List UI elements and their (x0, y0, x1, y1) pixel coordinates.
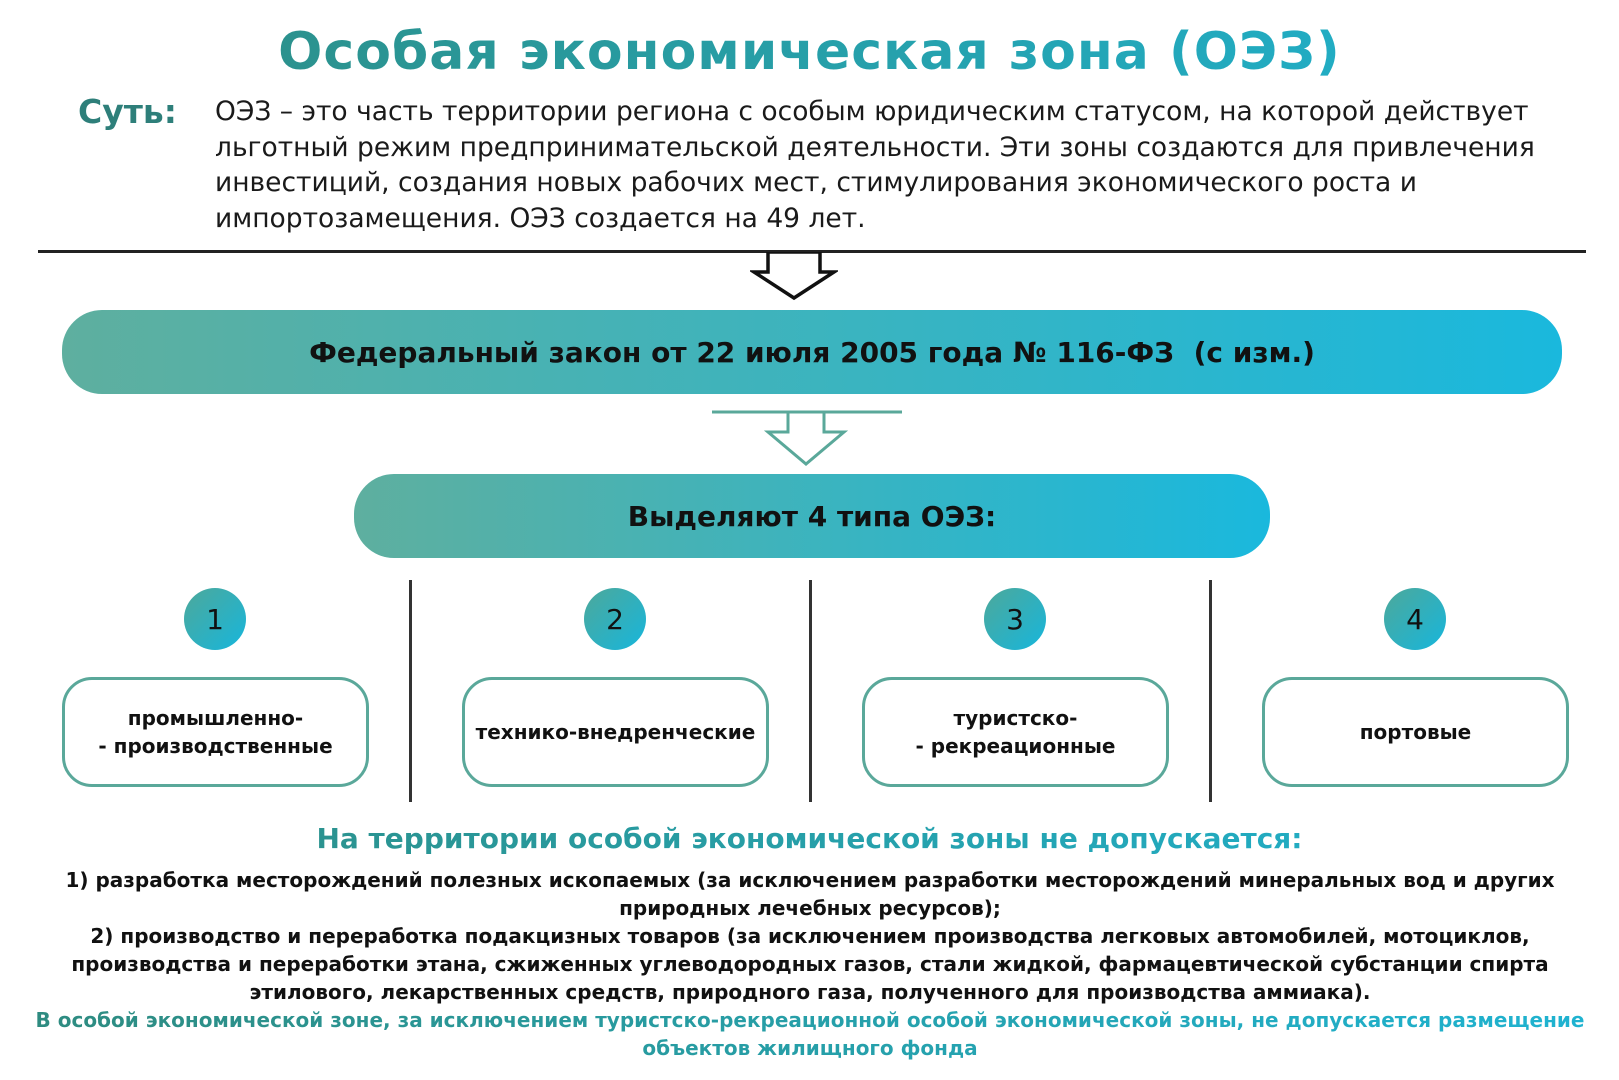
types-banner (354, 474, 1270, 558)
type-box-technical: технико-внедренческие (462, 677, 769, 787)
down-arrow-outline-icon (706, 408, 906, 470)
type-number-1: 1 (184, 588, 246, 650)
restriction-item: 2) производство и переработка подакцизных товаров (за исключением производства легковых автомобилей, мотоциклов, производства и переработки этана, сжиженных углеводородных газов, стали жидкой, фармацевтической субстанции спирта этилового, лекарственных средств, природного газа, полученного для производства аммиака). (71, 924, 1549, 1004)
footer-note: В особой экономической зоне, за исключением туристско-рекреационной особой экономической зоны, не допускается размещение объектов жилищного фонда (30, 1006, 1590, 1062)
page-title: Особая экономическая зона (ОЭЗ) (0, 22, 1619, 82)
type-separator (409, 580, 412, 802)
law-banner (62, 310, 1562, 394)
type-separator (809, 580, 812, 802)
type-number-4: 4 (1384, 588, 1446, 650)
restriction-item: 1) разработка месторождений полезных ископаемых (за исключением разработки месторождений минеральных вод и других природных лечебных ресурсов); (65, 868, 1555, 920)
type-separator (1209, 580, 1212, 802)
restrictions-title: На территории особой экономической зоны не допускается: (0, 822, 1619, 855)
type-number-2: 2 (584, 588, 646, 650)
type-box-port: портовые (1262, 677, 1569, 787)
type-number-3: 3 (984, 588, 1046, 650)
law-banner-text: Федеральный закон от 22 июля 2005 года № 116-ФЗ (с изм.) (309, 335, 1315, 369)
type-box-industrial: промышленно- - производственные (62, 677, 369, 787)
essence-text: ОЭЗ – это часть территории региона с особым юридическим статусом, на которой действует льготный режим предпринимательской деятельности. Эти зоны создаются для привлечения инвестиций, создания новых рабочих мест, стимулирования экономического роста и импортозамещения. ОЭЗ создается на 49 лет. (215, 96, 1535, 234)
down-arrow-icon (750, 252, 838, 302)
type-box-tourist: туристско- - рекреационные (862, 677, 1169, 787)
types-banner-text: Выделяют 4 типа ОЭЗ: (627, 499, 997, 533)
essence-label: Суть: (78, 92, 177, 131)
